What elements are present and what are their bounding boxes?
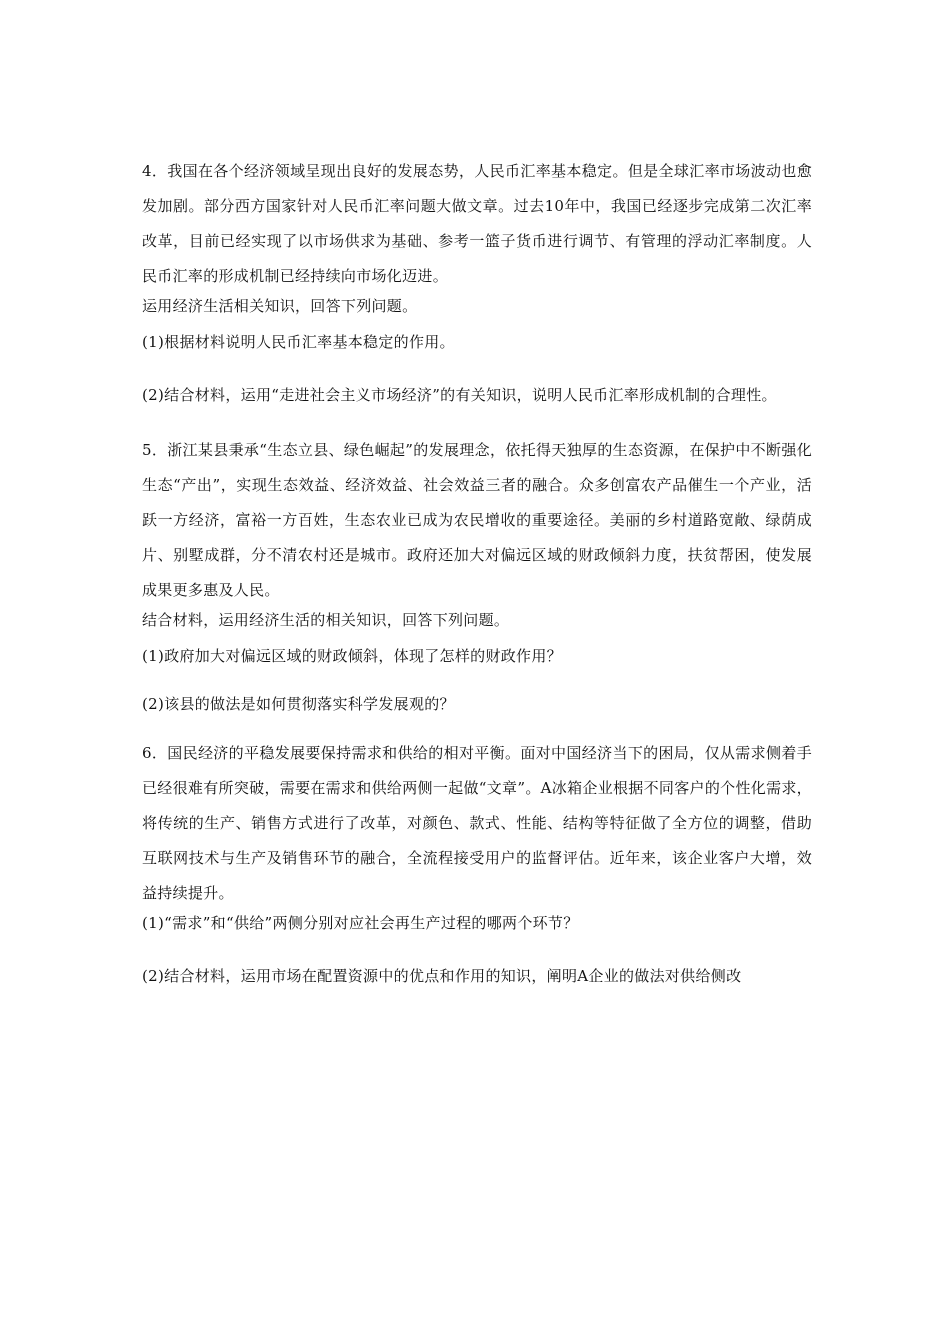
question-6-sub-2: (2)结合材料，运用市场在配置资源中的优点和作用的知识，阐明A企业的做法对供给侧改 <box>142 967 742 985</box>
question-6 <box>142 736 812 994</box>
question-4-instruction: 运用经济生活相关知识，回答下列问题。 <box>142 297 418 315</box>
document-content <box>142 154 812 994</box>
question-4-material: 4．我国在各个经济领域呈现出良好的发展态势，人民币汇率基本稳定。但是全球汇率市场波动也愈发加剧。部分西方国家针对人民币汇率问题大做文章。过去10年中，我国已经逐步完成第二次汇率改革，目前已经实现了以市场供求为基础、参考一篮子货币进行调节、有管理的浮动汇率制度。人民币汇率的形成机制已经持续向市场化迈进。 <box>142 162 812 285</box>
question-5-sub-1: (1)政府加大对偏远区域的财政倾斜，体现了怎样的财政作用？ <box>142 647 562 665</box>
question-6-sub-1: (1)“需求”和“供给”两侧分别对应社会再生产过程的哪两个环节？ <box>142 914 579 932</box>
question-5-sub-2: (2)该县的做法是如何贯彻落实科学发展观的？ <box>142 695 455 713</box>
question-4-sub-1: (1)根据材料说明人民币汇率基本稳定的作用。 <box>142 333 455 351</box>
question-4-sub-2: (2)结合材料，运用“走进社会主义市场经济”的有关知识，说明人民币汇率形成机制的合理性。 <box>142 386 777 404</box>
question-4 <box>142 154 812 413</box>
question-5-material: 5．浙江某县秉承“生态立县、绿色崛起”的发展理念，依托得天独厚的生态资源，在保护中不断强化生态“产出”，实现生态效益、经济效益、社会效益三者的融合。众多创富农产品催生一个产业，活跃一方经济，富裕一方百姓，生态农业已成为农民增收的重要途径。美丽的乡村道路宽敞、绿荫成片、别墅成群，分不清农村还是城市。政府还加大对偏远区域的财政倾斜力度，扶贫帮困，使发展成果更多惠及人民。 <box>142 441 812 599</box>
question-5 <box>142 433 812 716</box>
question-6-material: 6．国民经济的平稳发展要保持需求和供给的相对平衡。面对中国经济当下的困局，仅从需求侧着手已经很难有所突破，需要在需求和供给两侧一起做“文章”。A冰箱企业根据不同客户的个性化需求，将传统的生产、销售方式进行了改革，对颜色、款式、性能、结构等特征做了全方位的调整，借助互联网技术与生产及销售环节的融合，全流程接受用户的监督评估。近年来，该企业客户大增，效益持续提升。 <box>142 744 812 902</box>
question-5-instruction: 结合材料，运用经济生活的相关知识，回答下列问题。 <box>142 611 510 629</box>
